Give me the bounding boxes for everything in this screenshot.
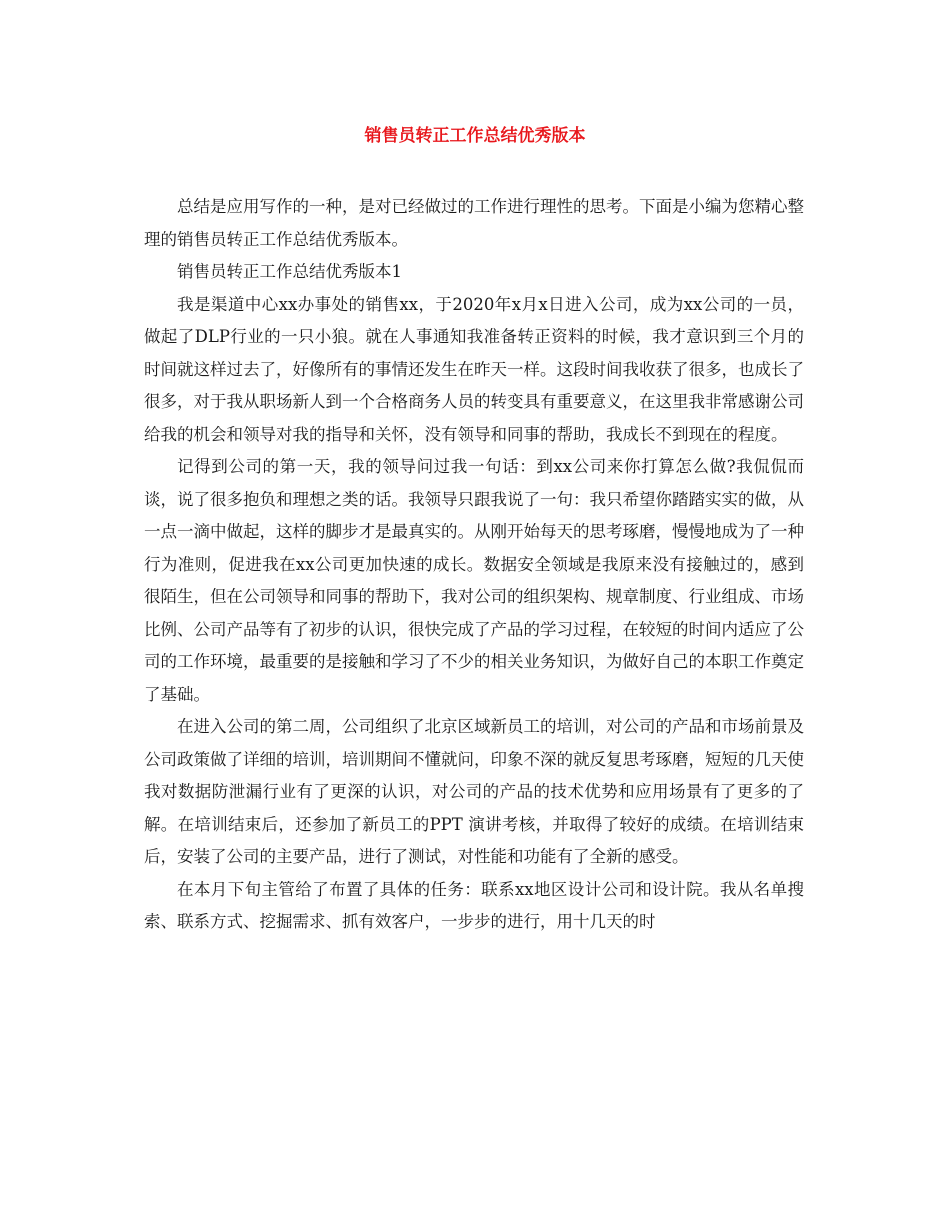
- body-paragraph: 我是渠道中心xx办事处的销售xx，于2020年x月x日进入公司，成为xx公司的一员，做起了DLP行业的一只小狼。就在人事通知我准备转正资料的时候，我才意识到三个月的时间就这样过去了，好像所有的事情还发生在昨天一样。这段时间我收获了很多，也成长了很多，对于我从职场新人到一个合格商务人员的转变具有重要意义，在这里我非常感谢公司给我的机会和领导对我的指导和关怀，没有领导和同事的帮助，我成长不到现在的程度。: [144, 294, 804, 444]
- body-paragraph: 在进入公司的第二周，公司组织了北京区域新员工的培训，对公司的产品和市场前景及公司政策做了详细的培训，培训期间不懂就问，印象不深的就反复思考琢磨，短短的几天使我对数据防泄漏行业有了更深的认识，对公司的产品的技术优势和应用场景有了更多的了解。在培训结束后，还参加了新员工的PPT 演讲考核，并取得了较好的成绩。在培训结束后，安装了公司的主要产品，进行了测试，对性能和功能有了全新的感受。: [144, 717, 804, 866]
- body-paragraph: 记得到公司的第一天，我的领导问过我一句话：到xx公司来你打算怎么做?我侃侃而谈，说了很多抱负和理想之类的话。我领导只跟我说了一句：我只希望你踏踏实实的做，从一点一滴中做起，这样的脚步才是最真实的。从刚开始每天的思考琢磨，慢慢地成为了一种行为准则，促进我在xx公司更加快速的成长。数据安全领域是我原来没有接触过的，感到很陌生，但在公司领导和同事的帮助下，我对公司的组织架构、规章制度、行业组成、市场比例、公司产品等有了初步的认识，很快完成了产品的学习过程，在较短的时间内适应了公司的工作环境，最重要的是接触和学习了不少的相关业务知识，为做好自己的本职工作奠定了基础。: [144, 457, 804, 704]
- document-body: [144, 191, 804, 939]
- body-paragraph: 在本月下旬主管给了布置了具体的任务：联系xx地区设计公司和设计院。我从名单搜索、联系方式、挖掘需求、抓有效客户，一步步的进行，用十几天的时: [144, 879, 804, 931]
- document-title: 销售员转正工作总结优秀版本: [364, 126, 586, 146]
- section-heading: 销售员转正工作总结优秀版本1: [177, 262, 402, 281]
- intro-paragraph: 总结是应用写作的一种，是对已经做过的工作进行理性的思考。下面是小编为您精心整理的销售员转正工作总结优秀版本。: [144, 197, 804, 249]
